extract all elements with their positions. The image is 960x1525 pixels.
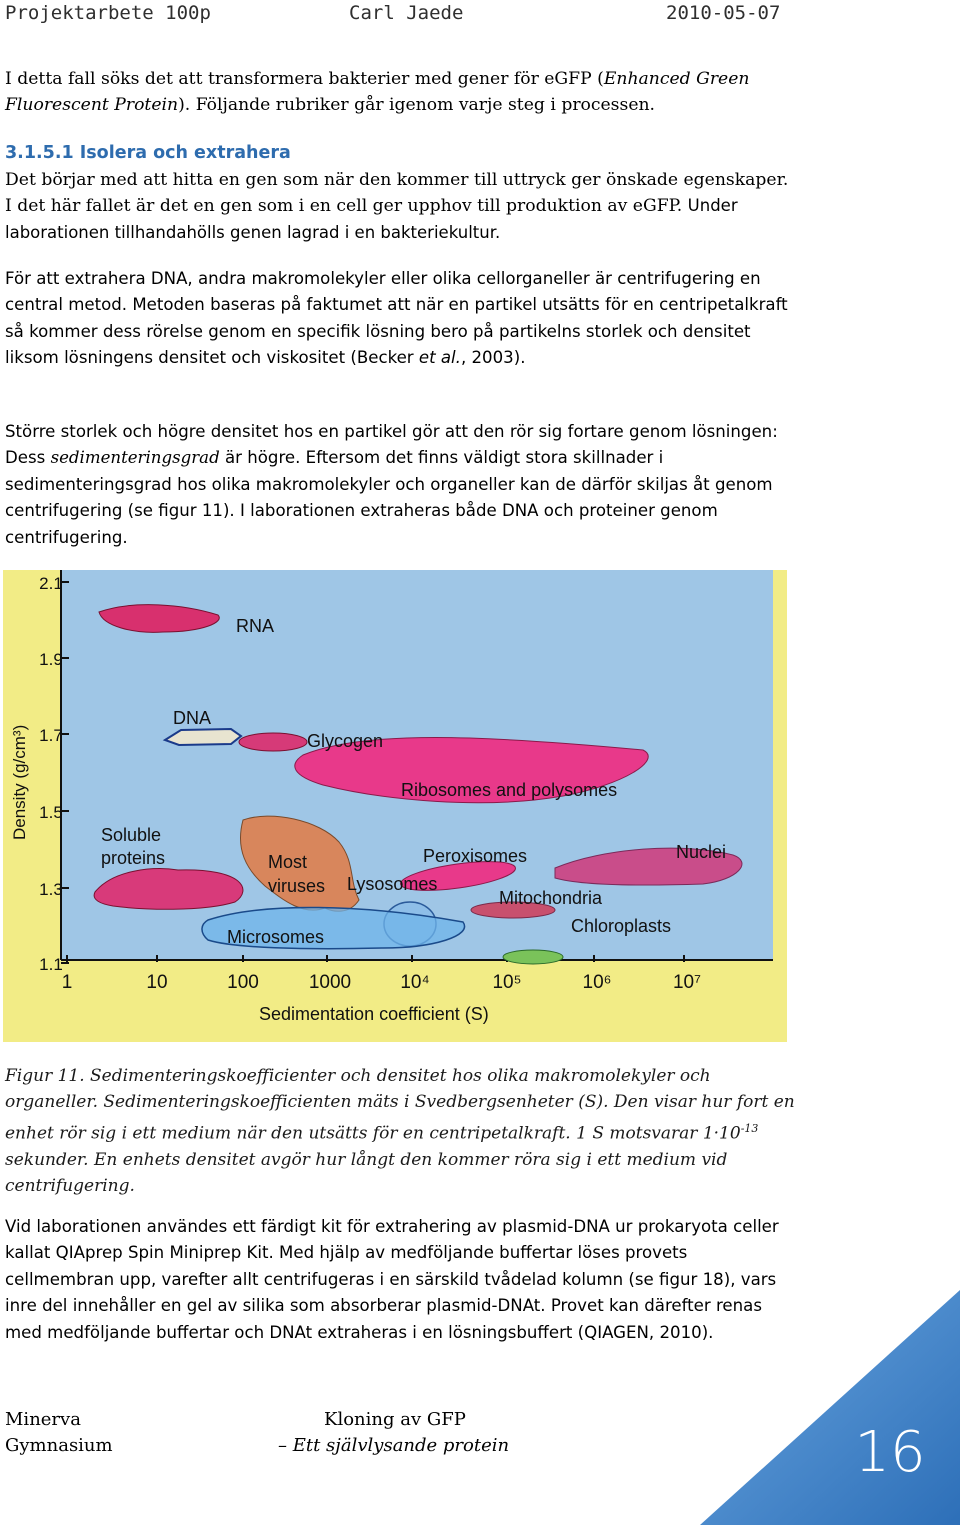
figure-caption bbox=[5, 1063, 795, 1200]
y-tick-label: 1.1 bbox=[39, 955, 63, 974]
intro-paragraph bbox=[5, 66, 795, 119]
section-heading bbox=[5, 140, 291, 166]
glycogen-region bbox=[239, 733, 307, 751]
header-left: Projektarbete 100p bbox=[5, 2, 211, 24]
soluble-label-2: proteins bbox=[101, 848, 166, 868]
section-number: 3.1.5.1 bbox=[5, 143, 74, 163]
peroxisomes-label: Peroxisomes bbox=[423, 846, 528, 866]
section-title: Isolera och extrahera bbox=[79, 143, 291, 163]
paragraph-2-italic: et al. bbox=[418, 348, 461, 368]
caption-text: Figur 11. Sedimenteringskoefficienter och densitet hos olika makromolekyler och organeller. Sedimenteringskoefficienten mäts i Svedbergsenheter (S). Den visar hur fort en enhet rör sig i ett medium när den utsätts för en centripetalkraft. 1 S motsvarar 1·10 bbox=[5, 1066, 795, 1144]
nuclei-label: Nuclei bbox=[676, 842, 727, 862]
microsomes-label: Microsomes bbox=[227, 927, 325, 947]
paragraph-3 bbox=[5, 419, 795, 551]
dna-label: DNA bbox=[173, 708, 212, 728]
glycogen-label: Glycogen bbox=[307, 731, 384, 751]
paragraph-1 bbox=[5, 167, 795, 246]
y-tick-label: 1.5 bbox=[39, 803, 63, 822]
x-tick-label: 1 bbox=[61, 972, 73, 993]
page-corner-triangle bbox=[700, 1290, 960, 1525]
paragraph-3-italic: sedimenteringsgrad bbox=[50, 448, 220, 468]
page-number: 16 bbox=[854, 1420, 926, 1485]
x-tick-label: 10⁶ bbox=[582, 972, 612, 993]
intro-text: I detta fall söks det att transformera bakterier med gener för eGFP ( bbox=[5, 69, 604, 89]
intro-italic: Enhanced Green Fluorescent Protein bbox=[5, 69, 750, 116]
x-axis-title: Sedimentation coefficient (S) bbox=[259, 1004, 489, 1024]
paragraph-2-text: För att extrahera DNA, andra makromolekyler eller olika cellorganeller är centrifugering en central metod. Metoden baseras på faktumet att när en partikel utsätts för en centripetalkraft så kommer dess rörelse genom en specifik lösning bero på partikelns storlek och densitet liksom lösningens densitet och viskositet (Becker bbox=[5, 269, 788, 368]
x-tick-label: 10⁴ bbox=[400, 972, 430, 993]
x-tick-label: 1000 bbox=[308, 972, 352, 993]
viruses-label-2: viruses bbox=[268, 876, 326, 896]
footer-school-2: Gymnasium bbox=[5, 1435, 113, 1456]
paragraph-4: Vid laborationen användes ett färdigt kit för extrahering av plasmid-DNA ur prokaryota celler kallat QIAprep Spin Miniprep Kit. Med hjälp av medföljande buffertar löses provets cellmembran upp, varefter allt centrifugeras i en särskild tvådelad kolumn (se figur 18), vars inre del innehåller en gel av silika som absorberar plasmid-DNAt. Provet kan därefter renas med medföljande buffertar och DNAt extraheras i en lösningsbuffert (QIAGEN, 2010). bbox=[5, 1217, 779, 1342]
paragraph-3-end: är högre. Eftersom det finns väldigt stora skillnader i sedimenteringsgrad hos olika makromolekyler och organeller kan de därför skiljas åt genom centrifugering (se figur 11). I laborationen extraheras både DNA och proteiner genom centrifugering. bbox=[5, 448, 773, 547]
caption-exponent: -13 bbox=[740, 1121, 759, 1135]
sedimentation-figure bbox=[3, 570, 787, 1042]
x-tick-label: 10⁵ bbox=[492, 972, 522, 993]
x-tick-label: 100 bbox=[227, 972, 259, 993]
y-axis-title: Density (g/cm³) bbox=[10, 724, 29, 840]
paragraph-1-text: Det börjar med att hitta en gen som när den kommer till uttryck ger önskade egenskaper. I det här fallet är det en gen som i en cell ger upphov till produktion av eGFP. bbox=[5, 170, 789, 217]
y-tick-label: 1.7 bbox=[39, 726, 63, 745]
rna-label: RNA bbox=[236, 616, 275, 636]
mitochondria-label: Mitochondria bbox=[499, 888, 603, 908]
paragraph-3-text: Större storlek och högre densitet hos en partikel gör att den rör sig fortare genom lösningen: Dess bbox=[5, 422, 778, 468]
x-tick-label: 10 bbox=[146, 972, 168, 993]
footer-school-1: Minerva bbox=[5, 1409, 81, 1430]
x-tick-label: 10⁷ bbox=[672, 972, 702, 993]
footer-title-1: Kloning av GFP bbox=[324, 1409, 466, 1430]
viruses-label-1: Most bbox=[268, 852, 308, 872]
chloroplasts-label: Chloroplasts bbox=[571, 916, 672, 936]
caption-end: sekunder. En enhets densitet avgör hur långt den kommer röra sig i ett medium vid centrifugering. bbox=[5, 1149, 728, 1197]
chloroplasts-region bbox=[503, 950, 563, 964]
intro-text-end: ). Följande rubriker går igenom varje steg i processen. bbox=[178, 95, 656, 116]
lysosomes-label: Lysosomes bbox=[347, 874, 438, 894]
paragraph-2 bbox=[5, 266, 795, 372]
soluble-label-1: Soluble bbox=[101, 825, 162, 845]
paragraph-2-end: , 2003). bbox=[460, 348, 526, 368]
ribosomes-label: Ribosomes and polysomes bbox=[401, 780, 618, 800]
paragraph-1-sans: Under laborationen tillhandahölls genen lagrad i en bakteriekultur. bbox=[5, 196, 738, 242]
y-tick-label: 2.1 bbox=[39, 574, 63, 593]
y-tick-label: 1.9 bbox=[39, 650, 63, 669]
header-right: 2010-05-07 bbox=[666, 2, 781, 24]
header-center: Carl Jaede bbox=[349, 2, 464, 24]
footer-title-2: – Ett självlysande protein bbox=[278, 1435, 510, 1456]
y-tick-label: 1.3 bbox=[39, 880, 63, 899]
